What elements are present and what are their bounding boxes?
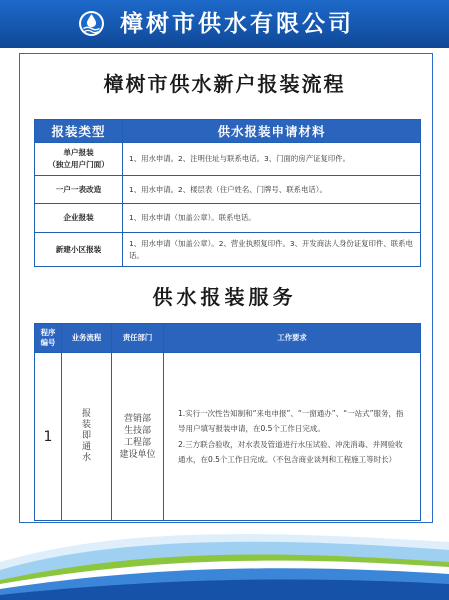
- header-seq-line2: 编号: [40, 338, 56, 347]
- type-note: （独立用户门面）: [48, 160, 109, 169]
- service-title: 供水报装服务: [152, 285, 297, 309]
- materials-table: [34, 119, 421, 267]
- requirements-cell: [164, 353, 421, 521]
- type-cell: 企业报装: [35, 204, 123, 233]
- header-flow: 业务流程: [62, 324, 112, 353]
- materials-cell: 1、用水申请（加盖公章）。2、营业执照复印件。3、开发商法人身份证复印件、联系电话。: [123, 233, 421, 267]
- type-cell: 新建小区报装: [35, 233, 123, 267]
- table-row: [35, 176, 421, 204]
- table-row: [35, 143, 421, 176]
- dept-item: 建设单位: [119, 449, 156, 460]
- header-requirements: 工作要求: [164, 324, 421, 353]
- table-row: [35, 233, 421, 267]
- dept-item: 营销部: [123, 413, 151, 424]
- flow-cell: [62, 353, 112, 521]
- header-seq-line1: 程序: [40, 328, 56, 337]
- materials-cell: 1、用水申请。2、楼层表（住户姓名、门牌号、联系电话）。: [123, 176, 421, 204]
- type-cell: [35, 143, 123, 176]
- seq-number: 1: [35, 353, 62, 521]
- table-row: [35, 353, 421, 521]
- dept-cell: [112, 353, 164, 521]
- bottom-wave-decoration: [0, 520, 449, 600]
- requirement-item: 1.实行一次性告知制和“来电申报”、“一窗通办”、“一站式”服务，指导用户填写报装申请，在0.5个工作日完成。: [178, 408, 404, 433]
- company-name: 樟树市供水有限公司: [120, 11, 354, 37]
- flow-text: 报装即通水: [81, 409, 91, 463]
- type-label: 单户报装: [63, 148, 94, 157]
- materials-cell: 1、用水申请（加盖公章）。联系电话。: [123, 204, 421, 233]
- main-title: 樟树市供水新户报装流程: [103, 72, 346, 96]
- header-seq: [35, 324, 62, 353]
- header-materials: 供水报装申请材料: [123, 120, 421, 143]
- header-band: [0, 0, 449, 48]
- water-drop-logo-icon: [78, 10, 105, 37]
- type-cell: 一户一表改造: [35, 176, 123, 204]
- header-type: 报装类型: [35, 120, 123, 143]
- materials-header-row: [35, 120, 421, 143]
- header-dept: 责任部门: [112, 324, 164, 353]
- service-header-row: [35, 324, 421, 353]
- table-row: [35, 204, 421, 233]
- dept-item: 工程部: [123, 437, 151, 448]
- service-table: [34, 323, 421, 521]
- materials-cell: 1、用水申请。2、注明住址与联系电话。3、门面的房产证复印件。: [123, 143, 421, 176]
- requirement-item: 2.三方联合验收，对水表及管道进行水压试验、冲洗消毒、并网验收通水，在0.5个工作日完成。（不包含商业谈判和工程施工等时长）: [178, 439, 403, 464]
- dept-item: 生技部: [123, 425, 151, 436]
